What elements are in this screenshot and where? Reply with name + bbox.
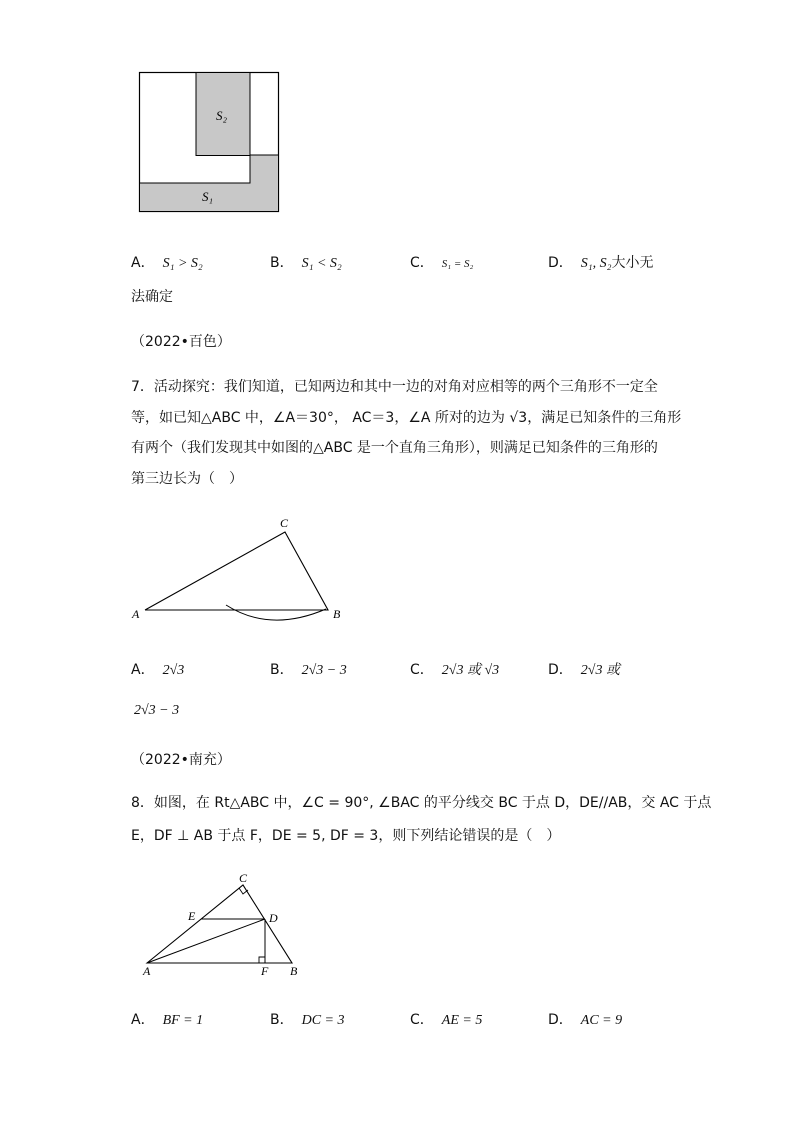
q8-option-b[interactable]: B． DC = 3 — [270, 1012, 345, 1028]
triangle-abc-figure — [130, 515, 350, 627]
right-triangle-figure — [135, 868, 310, 980]
q7-option-d-cont: 2√3 − 3 — [134, 703, 180, 718]
q7-line1: 7．活动探究：我们知道，已知两边和其中一边的对角对应相等的两个三角形不一定全 — [131, 379, 658, 395]
q7-line3: 有两个（我们发现其中如图的△ABC 是一个直角三角形），则满足已知条件的三角形的 — [131, 440, 658, 456]
label-b: B — [333, 607, 341, 621]
q8-line2: E，DF ⊥ AB 于点 F，DE = 5, DF = 3，则下列结论错误的是（ ） — [131, 828, 561, 844]
q8-line1: 8．如图，在 Rt△ABC 中，∠C = 90°, ∠BAC 的平分线交 BC 于点 D，DE//AB，交 AC 于点 — [131, 795, 712, 811]
q7-line4: 第三边长为（ ） — [131, 471, 243, 487]
q7-source: （2022•百色） — [131, 334, 231, 350]
label-b: B — [290, 964, 298, 978]
label-f: F — [261, 964, 269, 978]
square-area-figure — [138, 70, 282, 216]
q7-option-d[interactable]: D． 2√3 或 — [548, 662, 620, 678]
q6-option-a[interactable]: A． S₁ > S₂ — [131, 255, 203, 271]
label-c: C — [280, 516, 289, 530]
q8-source: （2022•南充） — [131, 752, 231, 768]
q8-option-a[interactable]: A． BF = 1 — [131, 1012, 204, 1028]
q7-option-a[interactable]: A． 2√3 — [131, 662, 185, 678]
q6-option-b[interactable]: B． S₁ < S₂ — [270, 255, 342, 271]
label-s1: S₁ — [202, 189, 214, 204]
q6-option-d-cont: 法确定 — [131, 289, 173, 305]
q8-option-d[interactable]: D． AC = 9 — [548, 1012, 623, 1028]
label-s2: S₂ — [216, 108, 228, 123]
label-d: D — [269, 911, 278, 925]
label-a: A — [132, 607, 140, 621]
label-e: E — [188, 909, 196, 923]
q7-line2: 等，如已知△ABC 中，∠A＝30°， AC＝3，∠A 所对的边为 √3，满足已知条件的三角形 — [131, 410, 682, 426]
q7-option-b[interactable]: B． 2√3 − 3 — [270, 662, 347, 678]
q6-option-c[interactable]: C． S₁ = S₂ — [410, 255, 474, 271]
q7-option-c[interactable]: C． 2√3 或 √3 — [410, 662, 500, 678]
q6-option-d[interactable]: D． S₁, S₂大小无 — [548, 255, 654, 271]
label-a: A — [143, 964, 151, 978]
label-c: C — [239, 871, 248, 885]
q8-option-c[interactable]: C． AE = 5 — [410, 1012, 483, 1028]
